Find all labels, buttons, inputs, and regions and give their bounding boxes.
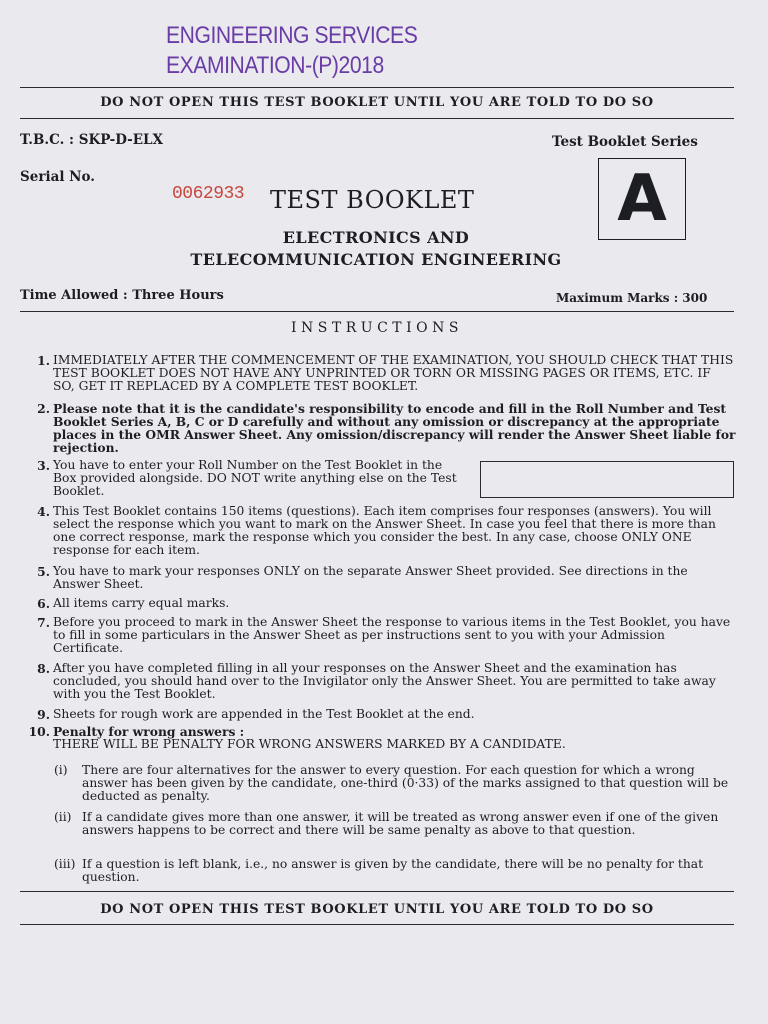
item-number: 1. (37, 353, 50, 368)
item-number: 8. (37, 661, 50, 676)
item-number: 5. (37, 564, 50, 579)
serial-number: 0062933 (172, 184, 245, 204)
instruction-item-9 (20, 708, 736, 721)
instruction-item-1 (20, 354, 736, 393)
series-letter-box: A (598, 158, 686, 240)
instruction-item-3 (20, 459, 468, 498)
page-title: TEST BOOKLET (270, 186, 475, 214)
sub-item-number: (iii) (54, 857, 76, 871)
sub-item-number: (ii) (54, 810, 72, 824)
item-number: 6. (37, 596, 50, 611)
sub-item-text: If a question is left blank, i.e., no answer is given by the candidate, there will be no penalty for that question. (82, 857, 704, 884)
penalty-sub-item-3 (54, 858, 736, 884)
exam-stamp-line-1: ENGINEERING SERVICES (166, 22, 418, 49)
item-text: IMMEDIATELY AFTER THE COMMENCEMENT OF THE EXAMINATION, YOU SHOULD CHECK THAT THIS TEST BOOKLET DOES NOT HAVE ANY UNPRINTED OR TORN OR MISSING PAGES OR ITEMS, ETC. IF SO, GET IT REPLACED BY A COMPLETE TEST BOOKLET. (53, 353, 734, 393)
instruction-item-10 (20, 725, 736, 751)
maximum-marks: Maximum Marks : 300 (556, 291, 708, 305)
top-rule (20, 87, 734, 88)
item-number: 2. (37, 401, 50, 416)
instruction-item-2 (20, 402, 736, 454)
item-text: This Test Booklet contains 150 items (questions). Each item comprises four responses (answers). You will select the response which you want to mark on the Answer Sheet. In case you feel that there is more than one correct response, mark the response which you consider the best. In any case, choose ONLY ONE response for each item. (53, 504, 716, 557)
item-title: Penalty for wrong answers : (53, 724, 245, 739)
item-number: 9. (37, 707, 50, 722)
serial-label: Serial No. (20, 169, 95, 185)
sub-item-text: There are four alternatives for the answer to every question. For each question for which a wrong answer has been given by the candidate, one-third (0·33) of the marks assigned to that question will be deducted as penalty. (82, 763, 729, 803)
top-warning-banner: DO NOT OPEN THIS TEST BOOKLET UNTIL YOU ARE TOLD TO DO SO (100, 95, 654, 110)
item-text: THERE WILL BE PENALTY FOR WRONG ANSWERS MARKED BY A CANDIDATE. (53, 737, 566, 751)
item-text: You have to enter your Roll Number on the Test Booklet in the Box provided alongside. DO NOT write anything else on the Test Booklet. (53, 458, 457, 498)
penalty-sub-item-2 (54, 811, 736, 837)
item-text: Before you proceed to mark in the Answer Sheet the response to various items in the Test Booklet, you have to fill in some particulars in the Answer Sheet as per instructions sent to you with your Admission Certificate. (53, 615, 731, 655)
instruction-item-5 (20, 565, 736, 591)
bottom-warning-banner: DO NOT OPEN THIS TEST BOOKLET UNTIL YOU ARE TOLD TO DO SO (100, 902, 654, 917)
tbc-code: T.B.C. : SKP-D-ELX (20, 132, 164, 148)
instructions-rule (20, 311, 734, 312)
item-text: All items carry equal marks. (53, 596, 230, 610)
roll-number-box[interactable] (480, 461, 734, 498)
item-number: 4. (37, 504, 50, 519)
item-number: 3. (37, 458, 50, 473)
top-rule-2 (20, 118, 734, 119)
instructions-heading: INSTRUCTIONS (291, 320, 463, 336)
sub-item-text: If a candidate gives more than one answer, it will be treated as wrong answer even if one of the given answers happens to be correct and there will be same penalty as above to that question. (82, 810, 719, 837)
instruction-item-4 (20, 505, 736, 557)
item-number: 7. (37, 615, 50, 630)
exam-stamp-line-2: EXAMINATION-(P)2018 (166, 52, 384, 79)
subject-line-1: ELECTRONICS AND (282, 228, 470, 247)
item-text: Please note that it is the candidate's responsibility to encode and fill in the Roll Number and Test Booklet Series A, B, C or D carefully and without any omission or discrepancy at the appropriate places in the OMR Answer Sheet. Any omission/discrepancy will render the Answer Sheet liable for rejection. (53, 401, 736, 455)
item-text: After you have completed filling in all your responses on the Answer Sheet and the examination has concluded, you should hand over to the Invigilator only the Answer Sheet. You are permitted to take away with you the Test Booklet. (53, 661, 716, 701)
item-number: 10. (28, 724, 50, 739)
bottom-rule-2 (20, 924, 734, 925)
instruction-item-7 (20, 616, 736, 655)
instruction-item-6 (20, 597, 736, 610)
item-text: You have to mark your responses ONLY on the separate Answer Sheet provided. See directions in the Answer Sheet. (53, 564, 688, 591)
subject-line-2: TELECOMMUNICATION ENGINEERING (190, 250, 562, 269)
penalty-sub-item-1 (54, 764, 736, 803)
series-label: Test Booklet Series (552, 134, 698, 150)
item-text: Sheets for rough work are appended in the Test Booklet at the end. (53, 707, 475, 721)
time-allowed: Time Allowed : Three Hours (20, 288, 224, 303)
instruction-item-8 (20, 662, 736, 701)
sub-item-number: (i) (54, 763, 68, 777)
bottom-rule (20, 891, 734, 892)
